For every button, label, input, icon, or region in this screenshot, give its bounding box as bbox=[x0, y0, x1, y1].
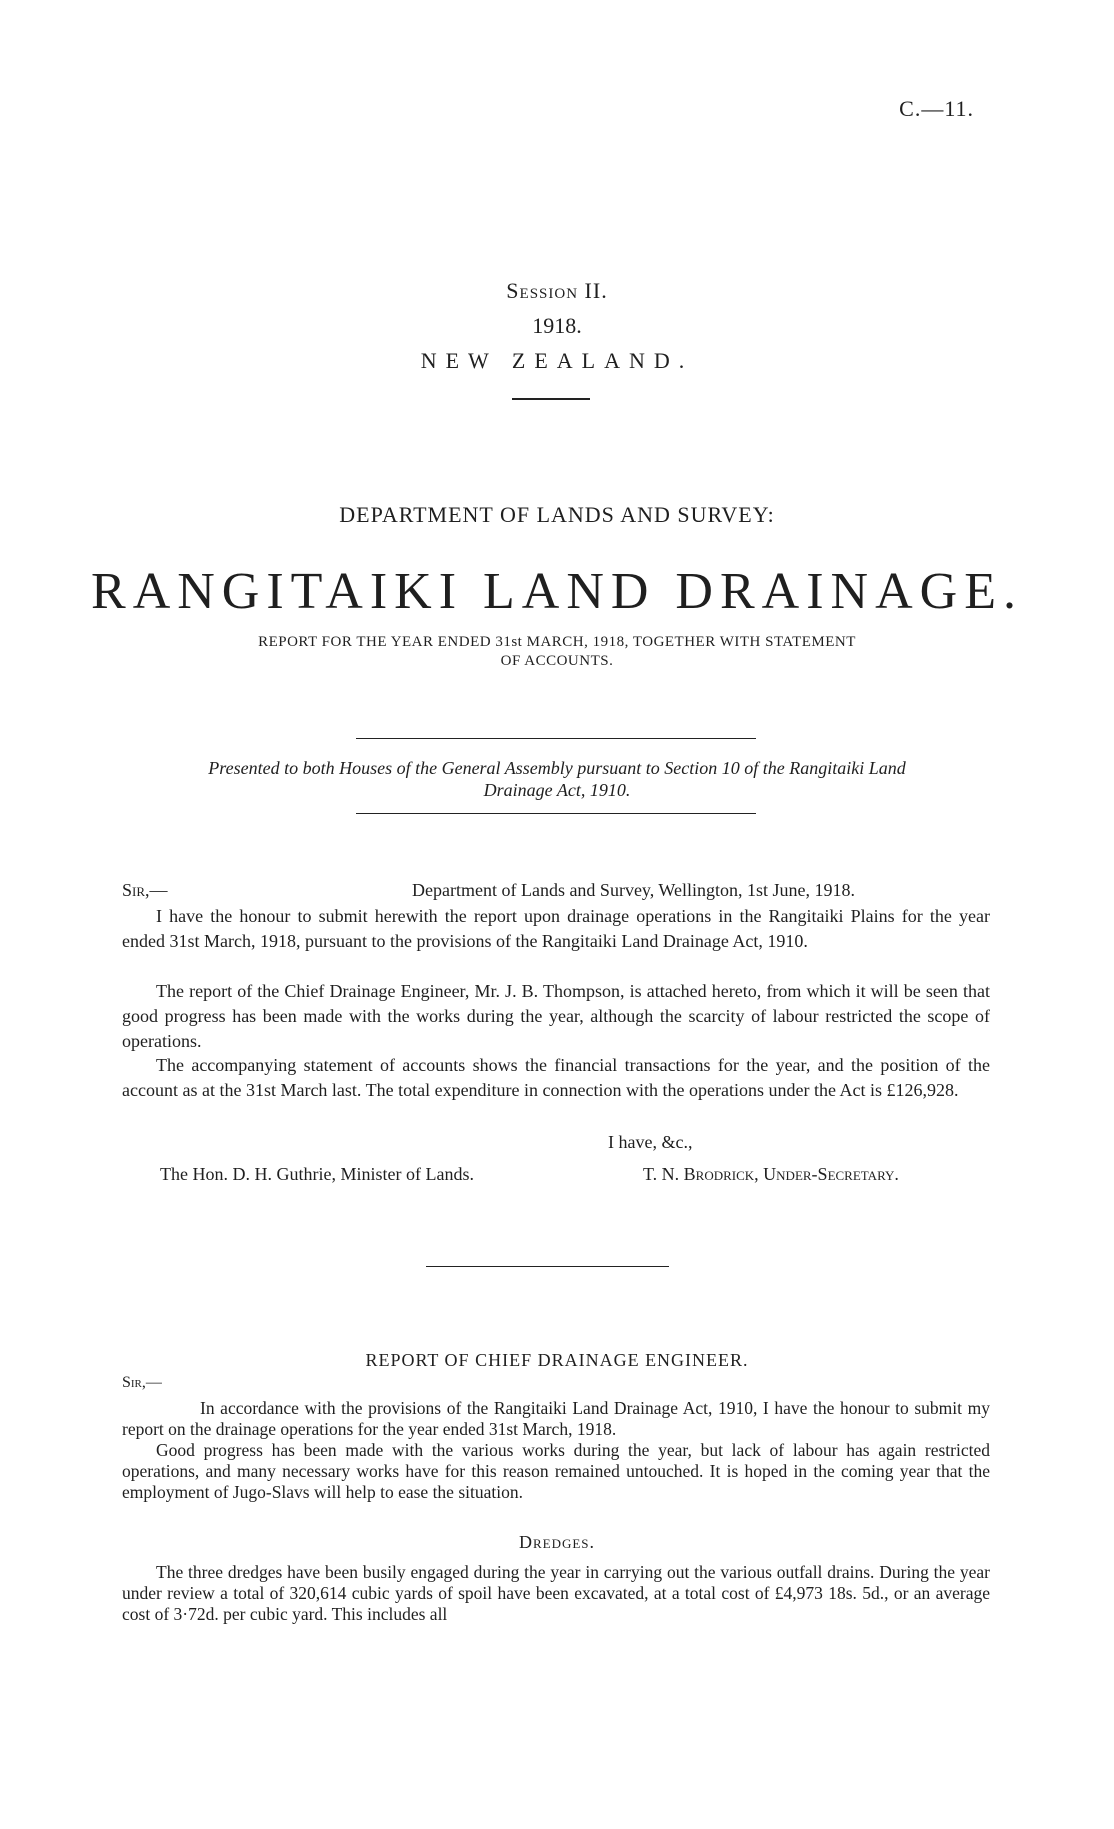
document-reference: C.—11. bbox=[899, 96, 974, 121]
year-label: 1918. bbox=[532, 313, 582, 338]
letter-salutation: Sir,— bbox=[122, 880, 168, 900]
letter-signatory: T. N. Brodrick, Under-Secretary. bbox=[643, 1164, 899, 1184]
report-salutation: Sir,— bbox=[122, 1374, 162, 1391]
dredges-heading: Dredges. bbox=[518, 1532, 596, 1552]
report-heading: REPORT OF CHIEF DRAINAGE ENGINEER. bbox=[365, 1350, 749, 1370]
report-subtitle-line-2: OF ACCOUNTS. bbox=[500, 653, 614, 669]
presented-line-2: Drainage Act, 1910. bbox=[483, 780, 631, 800]
letter-paragraph: The report of the Chief Drainage Engineer, Mr. J. B. Thompson, is attached hereto, from which it will be seen that good progress has been made with the works during the year, although the scarcity of labour restricted the scope of operations. bbox=[122, 981, 990, 1051]
report-subtitle-line-1: REPORT FOR THE YEAR ENDED 31st MARCH, 1918, TOGETHER WITH STATEMENT bbox=[258, 634, 856, 650]
presented-top-rule bbox=[356, 738, 756, 739]
dredges-paragraph: The three dredges have been busily engaged during the year in carrying out the various outfall drains. During the year under review a total of 320,614 cubic yards of spoil have been excavated, at a total cost of £4,973 18s. 5d., or an average cost of 3·72d. per cubic yard. This includes all bbox=[122, 1562, 990, 1624]
presented-line-1: Presented to both Houses of the General Assembly pursuant to Section 10 of the Rangitaiki Land bbox=[208, 758, 906, 778]
report-paragraph: In accordance with the provisions of the Rangitaiki Land Drainage Act, 1910, I have the honour to submit my report on the drainage operations for the year ended 31st March, 1918. bbox=[122, 1398, 990, 1439]
letter-paragraph: The accompanying statement of accounts shows the financial transactions for the year, and the position of the account as at the 31st March last. The total expenditure in connection with the operations under the Act is £126,928. bbox=[122, 1055, 990, 1100]
letter-closing: I have, &c., bbox=[608, 1132, 693, 1152]
header-divider bbox=[512, 398, 590, 400]
session-label: Session II. bbox=[506, 278, 608, 303]
section-divider bbox=[426, 1266, 669, 1267]
letter-addressee: The Hon. D. H. Guthrie, Minister of Lands. bbox=[160, 1164, 474, 1184]
department-heading: DEPARTMENT OF LANDS AND SURVEY: bbox=[339, 502, 775, 527]
presented-bottom-rule bbox=[356, 813, 756, 814]
letter-paragraph: I have the honour to submit herewith the report upon drainage operations in the Rangitaiki Plains for the year ended 31st March, 1918, pursuant to the provisions of the Rangitaiki Land Drainage Act, 1910. bbox=[122, 906, 990, 951]
country-label: NEW ZEALAND. bbox=[420, 348, 694, 373]
main-title: RANGITAIKI LAND DRAINAGE. bbox=[91, 563, 1023, 620]
letter-address: Department of Lands and Survey, Wellington, 1st June, 1918. bbox=[412, 880, 855, 900]
report-paragraph: Good progress has been made with the various works during the year, but lack of labour has again restricted operations, and many necessary works have for this reason remained untouched. It is hoped in the coming year that the employment of Jugo-Slavs will help to ease the situation. bbox=[122, 1440, 990, 1502]
